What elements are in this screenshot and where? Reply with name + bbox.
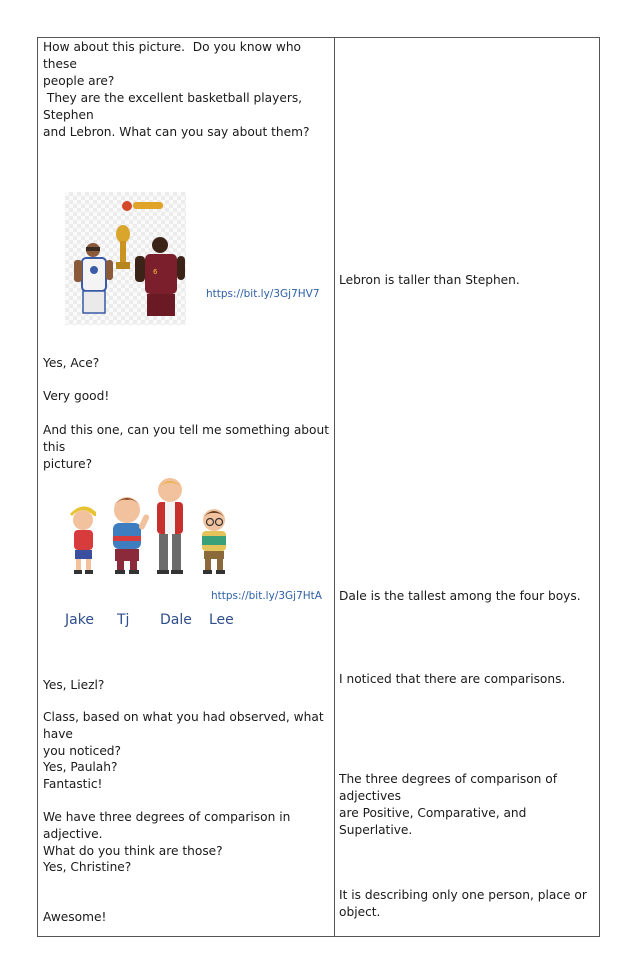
answer-degrees: The three degrees of comparison of adjectives are Positive, Comparative, and Superlative. [339, 772, 557, 837]
answer-dale: Dale is the tallest among the four boys. [339, 589, 581, 603]
boys-link[interactable]: https://bit.ly/3Gj7HtA [211, 590, 322, 602]
trophy-icon [116, 225, 130, 269]
boy-lee-figure [202, 509, 226, 574]
boy-tj-figure [113, 497, 150, 574]
boy-jake-figure [70, 506, 96, 574]
four-boys-image [62, 476, 238, 578]
logo-icon [122, 201, 132, 211]
yes-ace-text: Yes, Ace? [43, 356, 100, 370]
answer-describing: It is describing only one person, place or object. [339, 888, 587, 919]
class-observed-text: Class, based on what you had observed, what have you noticed? [43, 710, 324, 758]
three-degrees-text: We have three degrees of comparison in adjective. What do you think are those? [43, 810, 291, 858]
boy-dale-figure [157, 478, 183, 574]
players-link[interactable]: https://bit.ly/3Gj7HV7 [206, 288, 320, 300]
player-left [74, 243, 113, 313]
yes-christine-text: Yes, Christine? [43, 860, 132, 874]
name-jake: Jake [65, 612, 94, 628]
svg-text:6: 6 [153, 268, 158, 276]
column-divider [334, 38, 335, 936]
logo-banner [133, 202, 163, 209]
awesome-text: Awesome! [43, 910, 107, 924]
answer-lebron: Lebron is taller than Stephen. [339, 273, 520, 287]
yes-liezl-text: Yes, Liezl? [43, 678, 105, 692]
name-lee: Lee [209, 612, 234, 628]
name-dale: Dale [160, 612, 192, 628]
player-right [135, 237, 185, 316]
intro-text: How about this picture. Do you know who these people are? They are the excellent basketball players, Stephen and Lebron. What can you say about them? [43, 40, 310, 139]
basketball-players-image [65, 192, 186, 325]
this-one-text: And this one, can you tell me something about this picture? [43, 423, 329, 471]
answer-noticed: I noticed that there are comparisons. [339, 672, 566, 686]
yes-paulah-text: Yes, Paulah? Fantastic! [43, 760, 118, 791]
name-tj: Tj [117, 612, 130, 628]
very-good-text: Very good! [43, 389, 110, 403]
